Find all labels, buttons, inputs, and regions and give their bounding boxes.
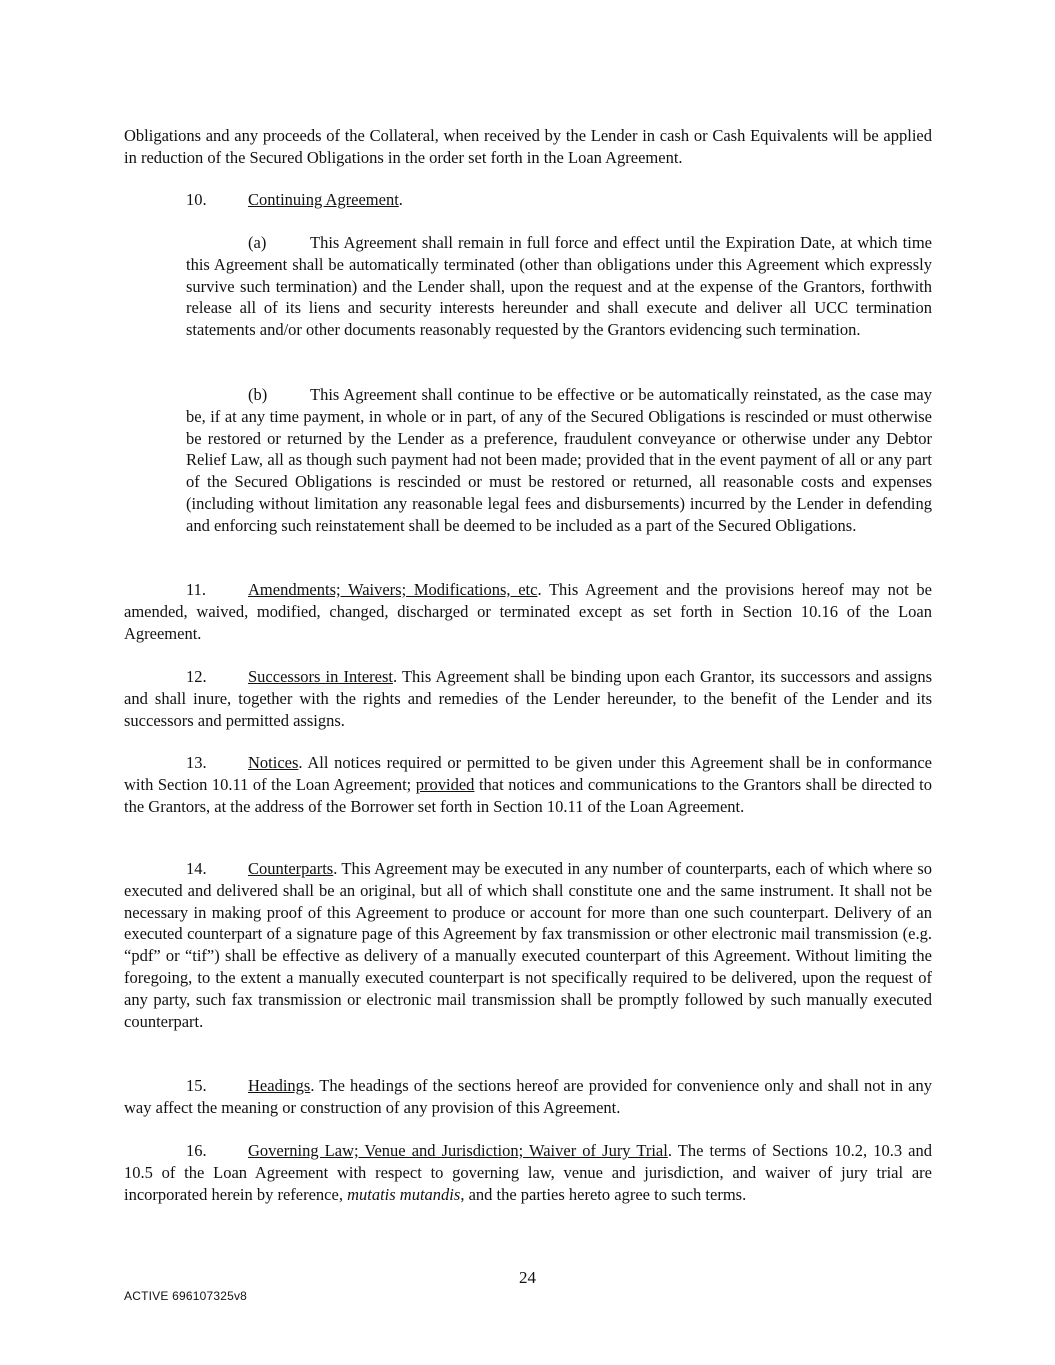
section-12-paragraph — [124, 666, 932, 731]
section-14-paragraph — [124, 858, 932, 1032]
section-13-text-1: . All notices required or permitted to be given under this Agreement shall be in conformance with Section 10.11 of the Loan Agreement; — [124, 753, 932, 794]
section-13-number: 13. — [186, 753, 207, 772]
section-11-number: 11. — [186, 580, 207, 599]
section-12-title: Successors in Interest — [248, 667, 393, 686]
section-16-paragraph — [124, 1140, 932, 1205]
document-id: ACTIVE 696107325v8 — [124, 1289, 248, 1303]
section-14-title: Counterparts — [248, 859, 334, 878]
section-10b-text: This Agreement shall continue to be effective or be automatically reinstated, as the case may be, if at any time payment, in whole or in part, of any of the Secured Obligations is rescinded or must otherwise be restored or returned by the Lender as a preference, fraudulent conveyance or otherwise under any Debtor Relief Law, all as though such payment had not been made; provided that in the event payment of all or any part of the Secured Obligations is rescinded or must be restored or returned, all reasonable costs and expenses (including without limitation any reasonable legal fees and disbursements) incurred by the Lender in defending and enforcing such reinstatement shall be deemed to be included as a part of the Secured Obligations. — [186, 385, 932, 535]
section-10a-paragraph — [186, 232, 932, 341]
section-16-text-2: , and the parties hereto agree to such terms. — [460, 1184, 747, 1204]
section-11-title: Amendments; Waivers; Modifications, etc — [248, 580, 538, 599]
section-10b-label: (b) — [248, 385, 268, 404]
section-10-number: 10. — [186, 190, 207, 209]
section-16-italic: mutatis mutandis — [347, 1184, 461, 1204]
section-16-number: 16. — [186, 1141, 207, 1160]
section-12-text: . This Agreement shall be binding upon each Grantor, its successors and assigns and shall inure, together with the rights and remedies of the Lender hereunder, to the benefit of the Lender and its successors and permitted assigns. — [124, 667, 933, 730]
section-10a-label: (a) — [248, 233, 267, 252]
section-12-number: 12. — [186, 667, 207, 686]
section-15-text: . The headings of the sections hereof are provided for convenience only and shall not in any way affect the meaning or construction of any provision of this Agreement. — [124, 1076, 932, 1117]
section-11-text: . This Agreement and the provisions hereof may not be amended, waived, modified, changed, discharged or terminated except as set forth in Section 10.16 of the Loan Agreement. — [124, 580, 932, 643]
section-13-provided: provided — [415, 774, 475, 794]
section-13-paragraph — [124, 752, 932, 817]
section-15-number: 15. — [186, 1076, 207, 1095]
carryover-text: Obligations and any proceeds of the Collateral, when received by the Lender in cash or Cash Equivalents will be applied in reduction of the Secured Obligations in the order set forth in the Loan Agreement. — [124, 126, 932, 167]
section-10-title-end: . — [398, 190, 403, 209]
section-15-paragraph — [124, 1075, 932, 1119]
section-14-number: 14. — [186, 859, 207, 878]
section-15-title: Headings — [248, 1076, 311, 1095]
section-13-text-2: that notices and communications to the Grantors shall be directed to the Grantors, at the address of the Borrower set forth in Section 10.11 of the Loan Agreement. — [124, 774, 932, 816]
section-14-text: . This Agreement may be executed in any number of counterparts, each of which where so executed and delivered shall be an original, but all of which shall constitute one and the same instrument. It shall not be necessary in making proof of this Agreement to produce or account for more than one such counterpart. Delivery of an executed counterpart of a signature page of this Agreement by fax transmission or other electronic mail transmission (e.g. “pdf” or “tif”) shall be effective as delivery of a manually executed counterpart of this Agreement. Without limiting the foregoing, to the extent a manually executed counterpart is not specifically required to be delivered, upon the request of any party, such fax transmission or electronic mail transmission shall be promptly followed by such manually executed counterpart. — [124, 859, 932, 1031]
section-10-title: Continuing Agreement — [248, 190, 399, 209]
section-10-heading — [186, 189, 403, 211]
section-13-title: Notices — [248, 753, 299, 772]
section-10b-paragraph — [186, 384, 932, 537]
section-11-paragraph — [124, 579, 932, 644]
section-16-title: Governing Law; Venue and Jurisdiction; Waiver of Jury Trial — [248, 1141, 668, 1160]
page-number: 24 — [519, 1268, 536, 1287]
section-10a-text: This Agreement shall remain in full force and effect until the Expiration Date, at which time this Agreement shall be automatically terminated (other than obligations under this Agreement which expressly survive such termination) and the Lender shall, upon the request and at the expense of the Grantors, forthwith release all of its liens and security interests hereunder and shall execute and deliver all UCC termination statements and/or other documents reasonably requested by the Grantors evidencing such termination. — [186, 233, 932, 340]
section-16-text-1: . The terms of Sections 10.2, 10.3 and 10.5 of the Loan Agreement with respect to governing law, venue and jurisdiction, and waiver of jury trial are incorporated herein by reference, — [124, 1141, 932, 1204]
carryover-paragraph — [124, 125, 932, 169]
